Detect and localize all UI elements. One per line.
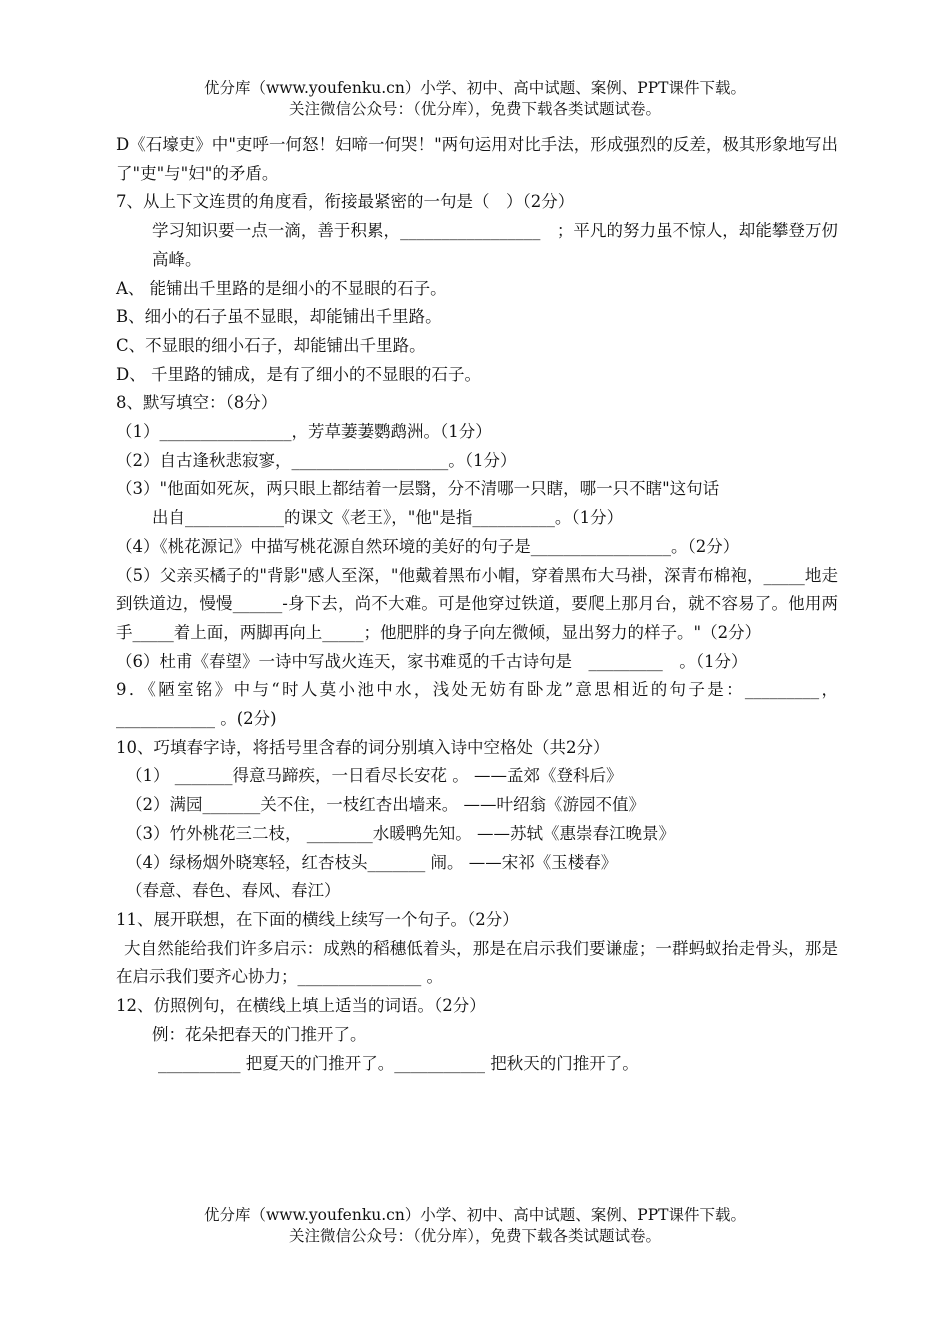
question-8-item-5: （5）父亲买橘子的"背影"感人至深，"他戴着黑布小帽，穿着黑布大马褂，深青布棉袍，_____地走到铁道边，慢慢______-身下去，尚不大难。可是他穿过铁道，要爬上那月台，就不容易了。他用两手_____着上面，两脚再向上_____；他肥胖的身子向左微倾，显出努力的样子。"（2分） xyxy=(116,565,838,642)
exam-content xyxy=(116,131,838,1078)
footer-line-1: 优分库（www.youfenku.cn）小学、初中、高中试题、案例、PPT课件下载。 xyxy=(203,1206,747,1224)
question-8-item-3b: 出自____________的课文《老王》，"他"是指__________。（1分） xyxy=(152,508,624,528)
question-8-item-4: （4）《桃花源记》中描写桃花源自然环境的美好的句子是_________________。（2分） xyxy=(116,536,740,556)
question-12-title: 12、仿照例句，在横线上填上适当的词语。（2分） xyxy=(116,996,486,1016)
question-12-blanks: __________ 把夏天的门推开了。___________ 把秋天的门推开了。 xyxy=(158,1053,639,1073)
header-line-1: 优分库（www.youfenku.cn）小学、初中、高中试题、案例、PPT课件下载。 xyxy=(203,79,747,97)
question-10-item-3: （3）竹外桃花三二枝， ________水暖鸭先知。 ——苏轼《惠崇春江晚景》 xyxy=(126,823,675,843)
question-10-item-4: （4）绿杨烟外晓寒轻，红杏枝头_______ 闹。 ——宋祁《玉楼春》 xyxy=(126,852,618,872)
question-7-stem: 学习知识要一点一滴，善于积累，_________________ ；平凡的努力虽不惊人，却能攀登万仞高峰。 xyxy=(152,221,838,269)
header-line-2: 关注微信公众号：（优分库），免费下载各类试题试卷。 xyxy=(288,100,661,118)
question-10-title: 10、巧填春字诗，将括号里含春的词分别填入诗中空格处（共2分） xyxy=(116,737,610,757)
question-8-item-3a: （3）"他面如死灰，两只眼上都结着一层翳，分不清哪一只瞎，哪一只不瞎"这句话 xyxy=(116,479,720,499)
question-10-item-2: （2）满园_______关不住，一枝红杏出墙来。 ——叶绍翁《游园不值》 xyxy=(126,795,645,815)
question-11-title: 11、展开联想，在下面的横线上续写一个句子。（2分） xyxy=(116,909,519,929)
option-d-paragraph: D《石壕吏》中"吏呼一何怒！妇啼一何哭！"两句运用对比手法，形成强烈的反差，极其形象地写出了"吏"与"妇"的矛盾。 xyxy=(116,135,838,183)
question-9: 9．《陋室铭》中与“时人莫小池中水，浅处无妨有卧龙”意思相近的句子是：_________，____________ 。(2分) xyxy=(116,680,838,729)
question-12-example: 例：花朵把春天的门推开了。 xyxy=(152,1024,367,1044)
question-7-option-d: D、 千里路的铺成，是有了细小的不显眼的石子。 xyxy=(116,364,481,384)
question-7-title: 7、从上下文连贯的角度看，衔接最紧密的一句是（ ）（2分） xyxy=(116,192,575,212)
question-7-option-c: C、不显眼的细小石子，却能铺出千里路。 xyxy=(116,335,426,355)
question-11-body: 大自然能给我们许多启示：成熟的稻穗低着头，那是在启示我们要谦虚；一群蚂蚁抬走骨头，那是在启示我们要齐心协力；_______________ 。 xyxy=(116,938,838,987)
question-7-option-a: A、 能铺出千里路的是细小的不显眼的石子。 xyxy=(116,278,447,298)
question-10-item-1: （1） _______得意马蹄疾，一日看尽长安花 。 ——孟郊《登科后》 xyxy=(126,766,623,786)
question-8-title: 8、默写填空：（8分） xyxy=(116,393,278,413)
question-10-options: （春意、春色、春风、春江） xyxy=(126,881,341,901)
question-8-item-6: （6）杜甫《春望》一诗中写战火连天，家书难觅的千古诗句是 _________ 。（1分） xyxy=(116,651,748,671)
footer-line-2: 关注微信公众号：（优分库），免费下载各类试题试卷。 xyxy=(288,1227,661,1245)
page-header xyxy=(0,78,950,120)
question-8-item-2: （2）自古逢秋悲寂寥，___________________。（1分） xyxy=(116,450,517,470)
question-8-item-1: （1）________________，芳草萋萋鹦鹉洲。（1分） xyxy=(116,422,492,442)
question-7-option-b: B、细小的石子虽不显眼，却能铺出千里路。 xyxy=(116,307,442,327)
page-footer xyxy=(0,1205,950,1247)
